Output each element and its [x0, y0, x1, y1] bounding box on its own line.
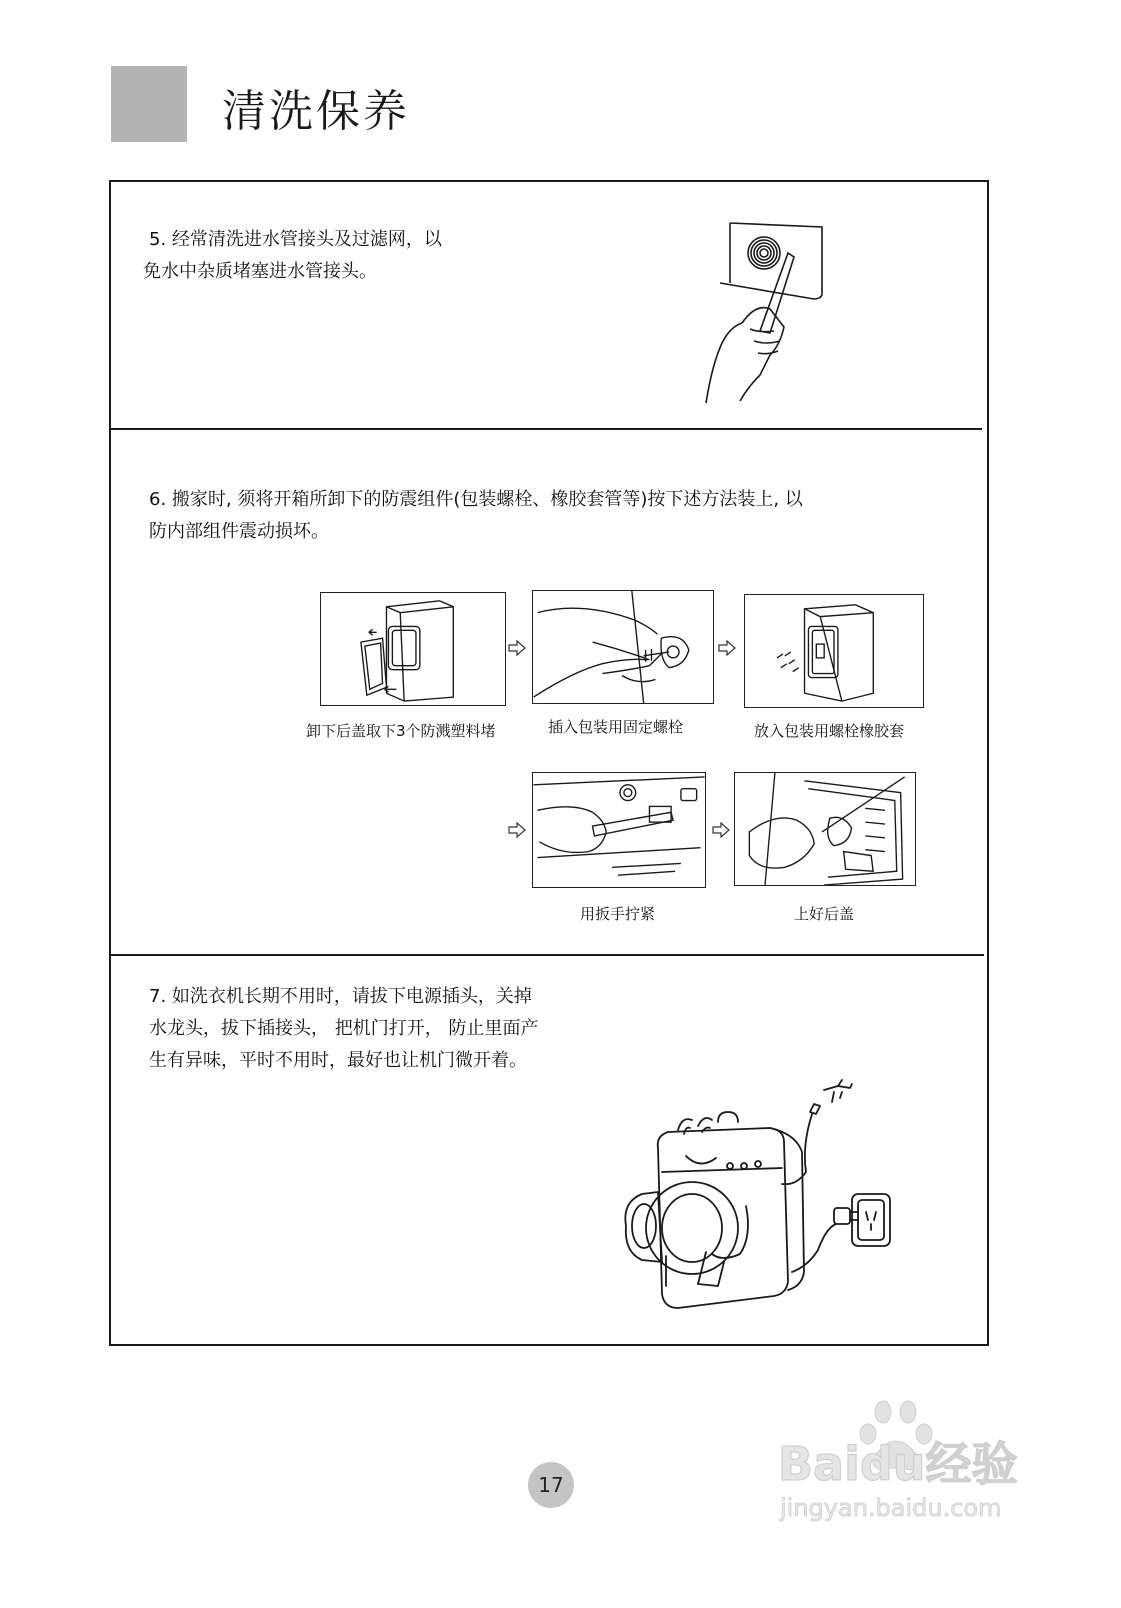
watermark-brand: Baidu经验: [778, 1437, 1018, 1491]
section5-text: [143, 224, 442, 288]
section5-line: 免水中杂质堵塞进水管接头。: [143, 261, 377, 282]
step-arrow-icon: [718, 640, 736, 656]
watermark-url: jingyan.baidu.com: [780, 1494, 1002, 1522]
step-arrow-icon: [712, 822, 730, 838]
page-title: 清洗保养: [222, 86, 410, 137]
section7-line: 7. 如洗衣机长期不用时，请拔下电源插头，关掉: [149, 986, 532, 1007]
washing-machine-mascot-illustration: [606, 1076, 906, 1334]
section6-line: 6. 搬家时, 须将开箱所卸下的防震组件(包装螺栓、橡胶套管等)按下述方法装上, 以: [149, 489, 803, 510]
section6-text: [149, 484, 803, 548]
step-caption: 放入包装用螺栓橡胶套: [754, 722, 905, 740]
step-caption: 上好后盖: [794, 905, 855, 923]
step-caption: 插入包装用固定螺栓: [548, 718, 684, 736]
step-image-remove-back-cover: [320, 592, 506, 706]
step-image-insert-rubber-sleeve: [744, 594, 924, 708]
step-caption: 卸下后盖取下3个防溅塑料堵: [306, 722, 496, 740]
section5-line: 5. 经常清洗进水管接头及过滤网，以: [149, 229, 442, 250]
section7-line: 生有异味，平时不用时，最好也让机门微开着。: [149, 1050, 527, 1071]
step-image-tighten-wrench: [532, 772, 706, 888]
header-gray-block: [111, 66, 187, 142]
baidu-jingyan-watermark: [778, 1398, 1068, 1528]
section7-line: 水龙头，拔下插接头， 把机门打开， 防止里面产: [149, 1018, 539, 1039]
section7-text: [149, 981, 538, 1077]
step-arrow-icon: [508, 640, 526, 656]
step-caption: 用扳手拧紧: [580, 905, 656, 923]
section-divider: [111, 954, 984, 956]
section6-line: 防内部组件震动损坏。: [149, 521, 329, 542]
filter-cleaning-illustration: [700, 215, 860, 410]
step-image-insert-bolt: [532, 590, 714, 704]
page-number: 17: [528, 1462, 574, 1508]
step-arrow-icon: [508, 822, 526, 838]
step-image-install-back-cover: [734, 772, 916, 886]
section-divider: [111, 428, 982, 430]
